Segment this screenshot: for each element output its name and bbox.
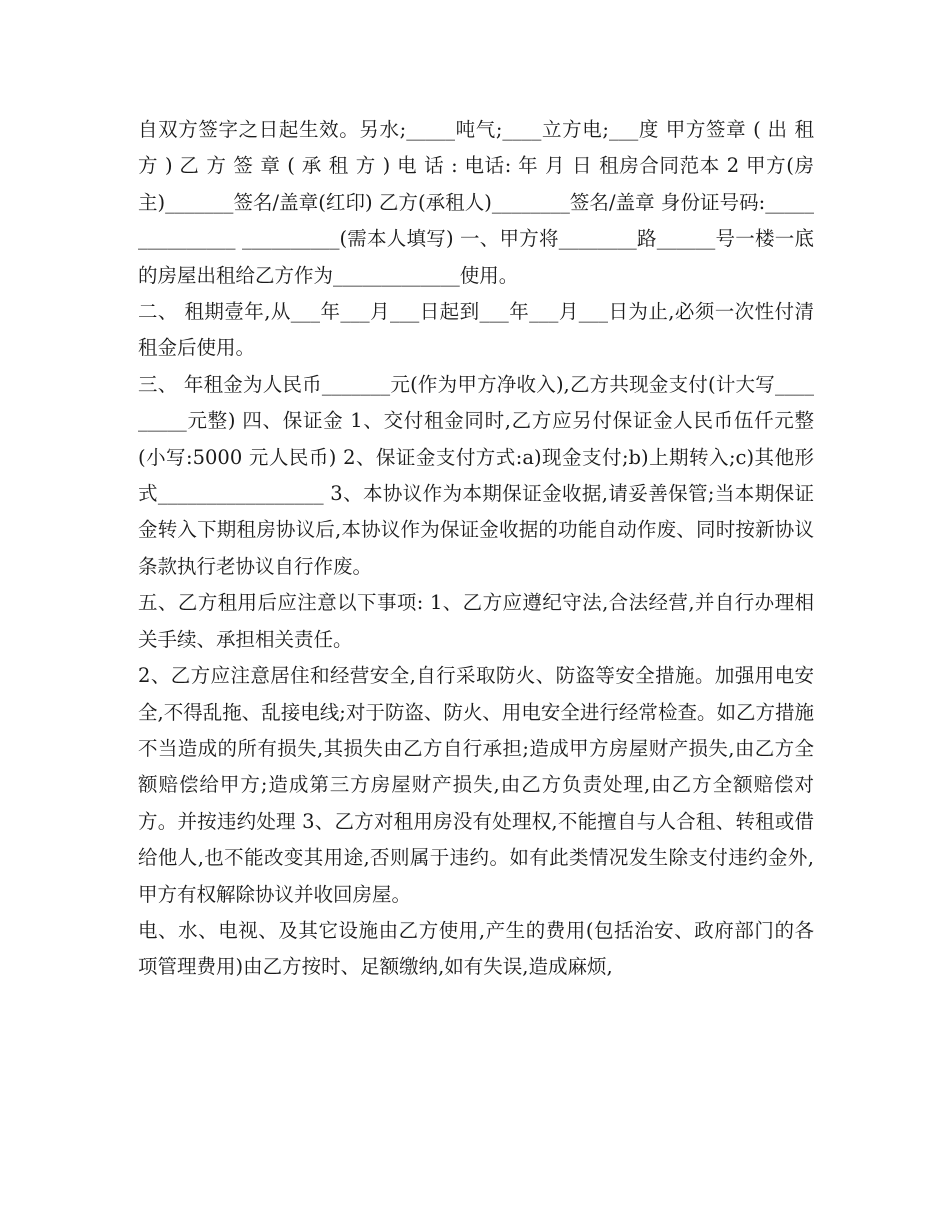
paragraph-rent-and-deposit: 三、 年租金为人民币_______元(作为甲方净收入),乙方共现金支付(计大写_________元整) 四、保证金 1、交付租金同时,乙方应另付保证金人民币伍仟元整(小写:5000 元人民币) 2、保证金支付方式:a)现金支付;b)上期转入;c)其他形式_________________ 3、本协议作为本期保证金收据,请妥善保管;当本期保证金转入下期租房协议后,本协议作为保证金收据的功能自动作废、同时按新协议条款执行老协议自行作废。 [138, 372, 814, 578]
paragraph-lease-term: 二、 租期壹年,从___年___月___日起到___年___月___日为止,必须一次性付清租金后使用。 [138, 300, 814, 360]
paragraph-safety-and-subletting: 2、乙方应注意居住和经营安全,自行采取防火、防盗等安全措施。加强用电安全,不得乱拖、乱接电线;对于防盗、防火、用电安全进行经常检查。如乙方措施不当造成的所有损失,其损失由乙方自行承担;造成甲方房屋财产损失,由乙方全额赔偿给甲方;造成第三方房屋财产损失,由乙方负责处理,由乙方全额赔偿对方。并按违约处理 3、乙方对租用房没有处理权,不能擅自与人合租、转租或借给他人,也不能改变其用途,否则属于违约。如有此类情况发生除支付违约金外,甲方有权解除协议并收回房屋。 [138, 664, 814, 906]
paragraph-tenant-obligations: 五、乙方租用后应注意以下事项: 1、乙方应遵纪守法,合法经营,并自行办理相关手续、承担相关责任。 [138, 591, 814, 651]
paragraph-utilities: 电、水、电视、及其它设施由乙方使用,产生的费用(包括治安、政府部门的各项管理费用)由乙方按时、足额缴纳,如有失误,造成麻烦, [138, 918, 814, 979]
paragraph-opening-and-parties: 自双方签字之日起生效。另水;_____吨气;____立方电;___度 甲方签章 ( 出 租 方 ) 乙 方 签 章 ( 承 租 方 ) 电 话 : 电话: 年 月 日 租房合同范本 2 甲方(房 主)_______签名/盖章(红印) 乙方(承租人)________签名/盖章 身份证号码:_______________ __________(需本人填写) 一、甲方将________路______号一楼一底的房屋出租给乙方作为_____________使用。 [138, 118, 814, 287]
document-body [138, 112, 814, 986]
